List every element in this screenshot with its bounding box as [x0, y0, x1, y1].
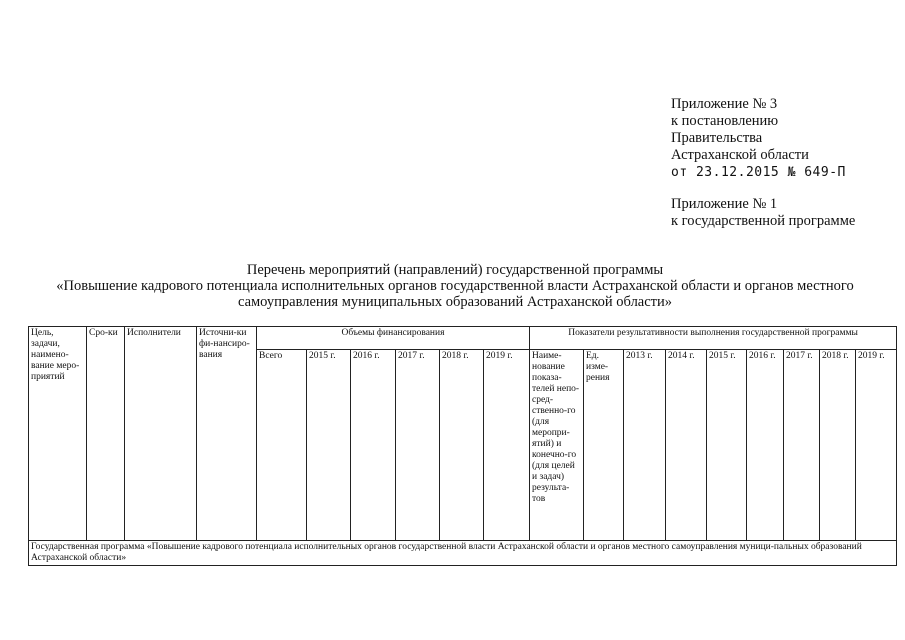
header-sources: Источни-ки фи-нансиро-вания: [197, 327, 257, 541]
appendix-1-line: Приложение № 1: [671, 196, 778, 212]
header-indicator-unit: Ед. изме-рения: [584, 350, 624, 541]
document-title: [20, 262, 890, 310]
header-indicator-year: 2015 г.: [707, 350, 747, 541]
header-indicator-year: 2017 г.: [784, 350, 820, 541]
header-indicators-group: Показатели результативности выполнения государственной программы: [530, 327, 897, 350]
program-title-row: Государственная программа «Повышение кадрового потенциала исполнительных органов государственной власти Астраханской области и органов местного самоуправления муници-пальных образований Астраханской области»: [29, 541, 897, 566]
header-indicator-year: 2019 г.: [856, 350, 897, 541]
header-indicator-year: 2018 г.: [820, 350, 856, 541]
header-indicator-year: 2014 г.: [666, 350, 707, 541]
title-line: «Повышение кадрового потенциала исполнительных органов государственной власти Астраханской области и органов местного: [56, 278, 854, 294]
header-indicator-year: 2016 г.: [747, 350, 784, 541]
header-fin-col: Всего: [257, 350, 307, 541]
appendix-1-line: к государственной программе: [671, 213, 856, 229]
header-indicator-year: 2013 г.: [624, 350, 666, 541]
title-line: самоуправления муниципальных образований Астраханской области»: [237, 294, 673, 310]
appendix-3-line: Приложение № 3: [671, 96, 778, 112]
appendix-3-block: [671, 96, 846, 181]
header-goal: Цель, задачи, наимено-вание меро-приятий: [29, 327, 87, 541]
header-fin-col: 2016 г.: [351, 350, 396, 541]
resolution-date-number: от 23.12.2015 № 649-П: [671, 165, 846, 180]
title-line: Перечень мероприятий (направлений) государственной программы: [246, 262, 664, 278]
appendix-3-line: Астраханской области: [671, 147, 809, 163]
header-fin-col: 2015 г.: [307, 350, 351, 541]
appendix-3-line: Правительства: [671, 130, 763, 146]
header-fin-col: 2019 г.: [484, 350, 530, 541]
header-financing-group: Объемы финансирования: [257, 327, 530, 350]
header-executors: Исполнители: [125, 327, 197, 541]
header-indicator-name: Наиме-нование показа-телей непо-сред-ственно-го (для меропри-ятий) и конечно-го (для целей и задач) результа-тов: [530, 350, 584, 541]
appendix-1-block: [671, 196, 855, 230]
measures-table: [28, 326, 897, 566]
header-terms: Сро-ки: [87, 327, 125, 541]
header-fin-col: 2017 г.: [396, 350, 440, 541]
appendix-3-line: к постановлению: [671, 113, 779, 129]
header-fin-col: 2018 г.: [440, 350, 484, 541]
